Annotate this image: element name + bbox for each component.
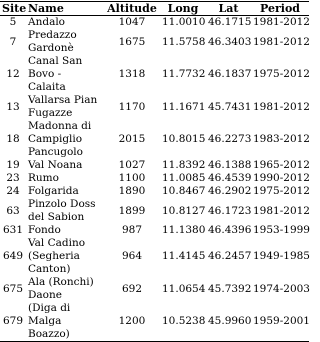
- stations-table: [0, 1, 309, 342]
- cell-site: 675: [2, 282, 24, 295]
- cell-altitude: 1899: [118, 204, 146, 217]
- table-row: [0, 276, 309, 302]
- table-row: [0, 120, 309, 159]
- cell-altitude: 692: [121, 282, 143, 295]
- table-row: [0, 224, 309, 237]
- cell-name: Pinzolo Doss del Sabion: [28, 198, 96, 223]
- cell-lat: 46.4396: [208, 224, 252, 236]
- cell-long: 11.0010: [162, 16, 206, 28]
- cell-long: 11.0085: [162, 172, 206, 184]
- cell-altitude: 1318: [118, 68, 146, 80]
- header-row: [0, 2, 309, 16]
- header-site: Site: [2, 2, 27, 15]
- cell-name: Folgarida: [28, 185, 79, 197]
- cell-site: 18: [6, 133, 20, 145]
- table-row: [0, 94, 309, 120]
- cell-period: 1981-2012: [253, 35, 310, 48]
- cell-long: 11.4145: [162, 250, 206, 262]
- cell-lat: 46.4539: [208, 172, 252, 184]
- table-row: [0, 237, 309, 276]
- cell-site: 7: [9, 35, 17, 48]
- table-row: [0, 55, 309, 94]
- cell-lat: 46.1388: [208, 159, 252, 171]
- cell-period: 1990-2012: [253, 172, 310, 184]
- cell-period: 1974-2003: [253, 282, 310, 295]
- cell-lat: 46.2457: [208, 250, 252, 262]
- cell-lat: 46.1715: [208, 16, 252, 28]
- cell-name: Val Noana: [28, 159, 83, 171]
- cell-long: 11.7732: [162, 68, 206, 80]
- cell-lat: 45.9960: [206, 302, 251, 342]
- cell-name: Andalo: [28, 16, 66, 28]
- cell-period: 1981-2012: [253, 100, 310, 113]
- header-period: Period: [251, 2, 309, 16]
- cell-name: Canal San Bovo - Calaita: [28, 55, 83, 93]
- cell-long: 10.5238: [160, 302, 206, 342]
- cell-name: Rumo: [28, 172, 59, 184]
- cell-name: Madonna di Campiglio Pancugolo: [28, 120, 92, 158]
- cell-period: 1953-1999: [253, 224, 310, 236]
- cell-site: 5: [9, 16, 17, 28]
- cell-name: Vallarsa Pian Fugazze: [28, 94, 98, 119]
- cell-period: 1981-2012: [253, 16, 310, 28]
- cell-site: 12: [6, 68, 20, 80]
- cell-site: 631: [2, 224, 24, 236]
- cell-altitude: 1100: [118, 172, 146, 184]
- cell-name: Val Cadino (Segheria Canton): [28, 237, 86, 275]
- cell-period: 1959-2001: [251, 302, 309, 342]
- cell-site: 23: [6, 172, 20, 184]
- cell-altitude: 1027: [118, 159, 146, 171]
- table-row: [0, 159, 309, 172]
- header-name: Name: [26, 2, 104, 16]
- cell-altitude: 1047: [118, 16, 146, 28]
- cell-long: 10.8015: [162, 133, 206, 145]
- cell-altitude: 1170: [118, 100, 146, 113]
- table-row: [0, 172, 309, 185]
- cell-lat: 45.7392: [208, 282, 252, 295]
- cell-period: 1975-2012: [253, 185, 310, 197]
- cell-lat: 46.3403: [208, 35, 252, 48]
- cell-site: 63: [6, 204, 20, 217]
- cell-period: 1983-2012: [253, 133, 310, 145]
- cell-altitude: 1675: [118, 35, 146, 48]
- cell-name: (Diga di Malga Boazzo): [26, 302, 104, 342]
- header-lat: Lat: [206, 2, 251, 16]
- cell-site: 679: [0, 302, 26, 342]
- header-altitude: Altitude: [104, 2, 160, 16]
- cell-long: 11.1380: [162, 224, 206, 236]
- cell-site: 13: [6, 100, 20, 113]
- cell-site: 649: [2, 250, 24, 262]
- cell-altitude: 987: [121, 224, 143, 236]
- cell-lat: 45.7431: [208, 100, 252, 113]
- cell-altitude: 964: [121, 250, 143, 262]
- header-long: Long: [160, 2, 206, 16]
- cell-lat: 46.2273: [208, 133, 252, 145]
- cell-long: 11.8392: [162, 159, 206, 171]
- cell-long: 11.0654: [162, 282, 206, 295]
- table-row: [0, 29, 309, 55]
- cell-period: 1975-2012: [253, 68, 310, 80]
- table-row: [0, 302, 309, 342]
- cell-lat: 46.1837: [208, 68, 252, 80]
- table-header: [0, 2, 309, 16]
- cell-lat: 46.1723: [208, 204, 252, 217]
- cell-site: 24: [6, 185, 20, 197]
- cell-altitude: 1200: [104, 302, 160, 342]
- cell-name: Predazzo Gardonè: [28, 29, 77, 54]
- table-body: [0, 16, 309, 342]
- cell-long: 10.8467: [162, 185, 206, 197]
- cell-period: 1949-1985: [253, 250, 310, 262]
- cell-name: Ala (Ronchi) Daone: [28, 276, 94, 301]
- cell-long: 11.1671: [162, 100, 206, 113]
- cell-altitude: 1890: [118, 185, 146, 197]
- cell-altitude: 2015: [118, 133, 146, 145]
- table-row: [0, 185, 309, 198]
- cell-long: 10.8127: [162, 204, 206, 217]
- table-row: [0, 16, 309, 30]
- cell-site: 19: [6, 159, 20, 171]
- cell-long: 11.5758: [162, 35, 206, 48]
- table-row: [0, 198, 309, 224]
- cell-lat: 46.2902: [208, 185, 252, 197]
- cell-name: Fondo: [28, 224, 61, 236]
- cell-period: 1965-2012: [253, 159, 310, 171]
- cell-period: 1981-2012: [253, 204, 310, 217]
